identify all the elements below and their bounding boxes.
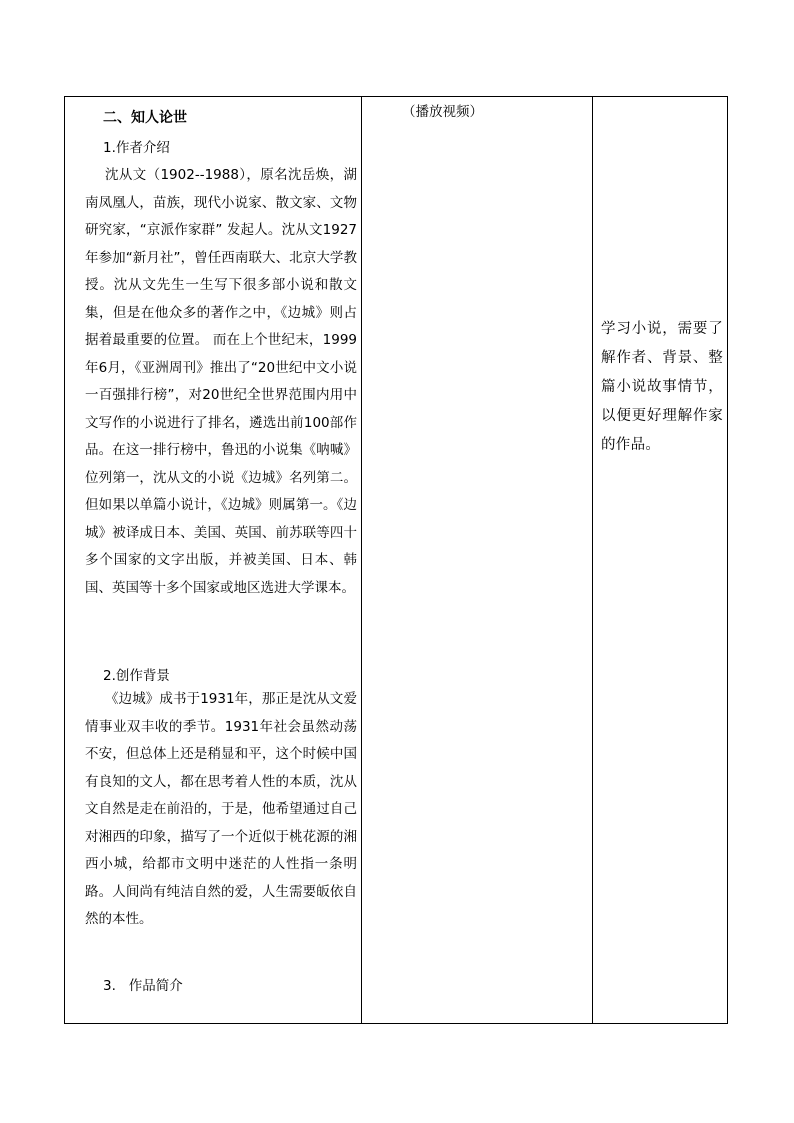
subsection-title-author: 1.作者介绍 xyxy=(103,140,170,156)
subsection-title-background: 2.创作背景 xyxy=(103,668,170,684)
subsection-title-summary: 3. 作品简介 xyxy=(103,978,183,994)
activity-cell xyxy=(362,97,592,1023)
design-intent-note: 学习小说，需要了解作者、背景、整篇小说故事情节，以便更好理解作家的作品。 xyxy=(601,321,723,453)
lesson-table xyxy=(64,96,728,1024)
play-video-note: （播放视频） xyxy=(402,104,483,120)
section-heading: 二、知人论世 xyxy=(103,110,187,126)
content-cell xyxy=(65,97,361,1023)
author-intro-paragraph: 沈从文（1902--1988），原名沈岳焕，湖南凤凰人，苗族，现代小说家、散文家、文物研究家，“京派作家群” 发起人。沈从文1927年参加“新月社”，曾任西南联大、北京大学教授。沈从文先生一生写下很多部小说和散文集，但是在他众多的著作之中，《边城》则占据着最重要的位置。 而在上个世纪末，1999年6月，《亚洲周刊》推出了“20世纪中文小说一百强排行榜”，对20世纪全世界范围内用中文写作的小说进行了排名，遴选出前100部作品。在这一排行榜中，鲁迅的小说集《呐喊》位列第一，沈从文的小说《边城》名列第二。但如果以单篇小说计，《边城》则属第一。《边城》被译成日本、美国、英国、前苏联等四十多个国家的文字出版，并被美国、日本、韩国、英国等十多个国家或地区选进大学课本。 xyxy=(85,167,357,596)
background-paragraph: 《边城》成书于1931年，那正是沈从文爱情事业双丰收的季节。1931年社会虽然动荡不安，但总体上还是稍显和平，这个时候中国有良知的文人，都在思考着人性的本质，沈从文自然是走在前沿的，于是，他希望通过自己对湘西的印象，描写了一个近似于桃花源的湘西小城，给都市文明中迷茫的人性指一条明路。人间尚有纯洁自然的爱，人生需要皈依自然的本性。 xyxy=(85,691,357,927)
purpose-cell xyxy=(593,97,727,1023)
